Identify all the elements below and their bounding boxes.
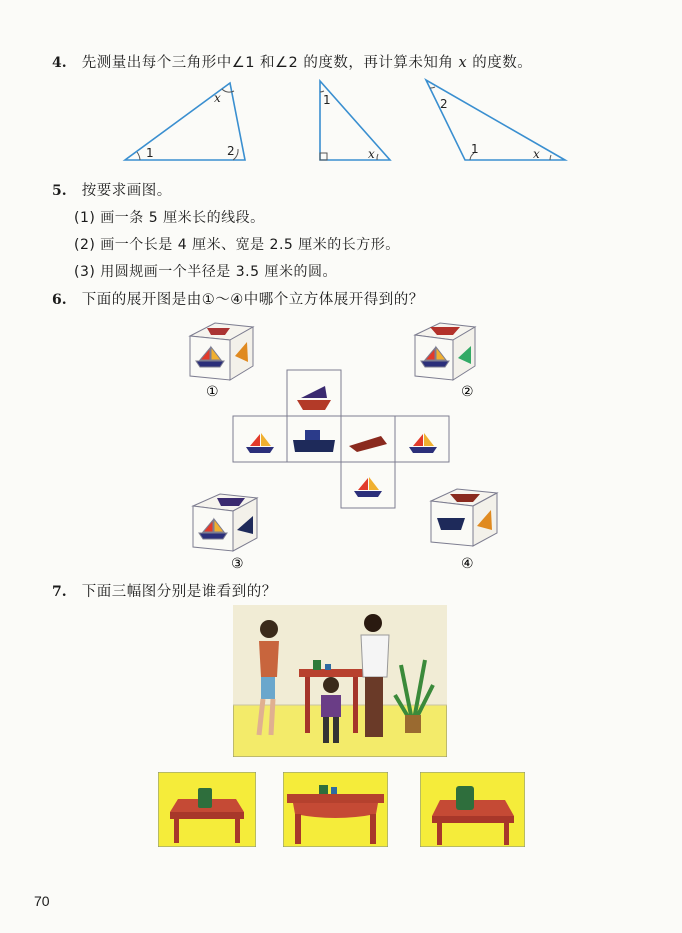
question-number: 7. bbox=[52, 584, 67, 600]
sub-item: (3) 用圆规画一个半径是 3.5 厘米的圆。 bbox=[74, 264, 337, 280]
cube-net-figure bbox=[185, 318, 505, 573]
triangle-3 bbox=[426, 80, 565, 160]
angle-1-label: 1 bbox=[146, 146, 154, 160]
cube-4 bbox=[431, 489, 497, 546]
angle-x-label: x bbox=[214, 91, 221, 105]
question-number: 4. bbox=[52, 55, 67, 71]
question-7 bbox=[52, 580, 277, 601]
cube-3 bbox=[193, 494, 257, 551]
question-number: 6. bbox=[52, 292, 67, 308]
angle-2-label: 2 bbox=[227, 144, 235, 158]
question-4 bbox=[52, 51, 532, 72]
question-text: 下面的展开图是由①～④中哪个立方体展开得到的？ bbox=[81, 292, 424, 308]
question-text-2: 的度数。 bbox=[467, 55, 533, 71]
cube-label-4: ④ bbox=[461, 556, 474, 572]
view-panel-3 bbox=[420, 772, 525, 847]
cube-label-2: ② bbox=[461, 384, 474, 400]
scene-illustration bbox=[233, 605, 447, 757]
angle-1-label: 1 bbox=[323, 93, 331, 107]
triangles-figure bbox=[110, 74, 580, 169]
question-text: 下面三幅图分别是谁看到的？ bbox=[81, 584, 277, 600]
angle-x-label: x bbox=[533, 147, 540, 161]
question-text: 按要求画图。 bbox=[81, 183, 172, 199]
view-panel-1 bbox=[158, 772, 256, 847]
cube-label-3: ③ bbox=[231, 556, 244, 572]
angle-1-label: 1 bbox=[471, 142, 479, 156]
variable-x: x bbox=[458, 55, 468, 71]
question-text-1: 先测量出每个三角形中∠1 和∠2 的度数，再计算未知角 bbox=[81, 55, 459, 71]
cube-1 bbox=[190, 323, 253, 380]
question-number: 5. bbox=[52, 183, 67, 199]
page-number: 70 bbox=[34, 893, 50, 909]
cube-2 bbox=[415, 323, 475, 380]
cube-label-1: ① bbox=[206, 384, 219, 400]
question-5 bbox=[52, 179, 172, 200]
angle-2-label: 2 bbox=[440, 97, 448, 111]
sub-item: (2) 画一个长是 4 厘米、宽是 2.5 厘米的长方形。 bbox=[74, 237, 400, 253]
question-6 bbox=[52, 288, 424, 309]
sub-item: (1) 画一条 5 厘米长的线段。 bbox=[74, 210, 265, 226]
angle-x-label: x bbox=[368, 147, 375, 161]
view-panel-2 bbox=[283, 772, 388, 847]
